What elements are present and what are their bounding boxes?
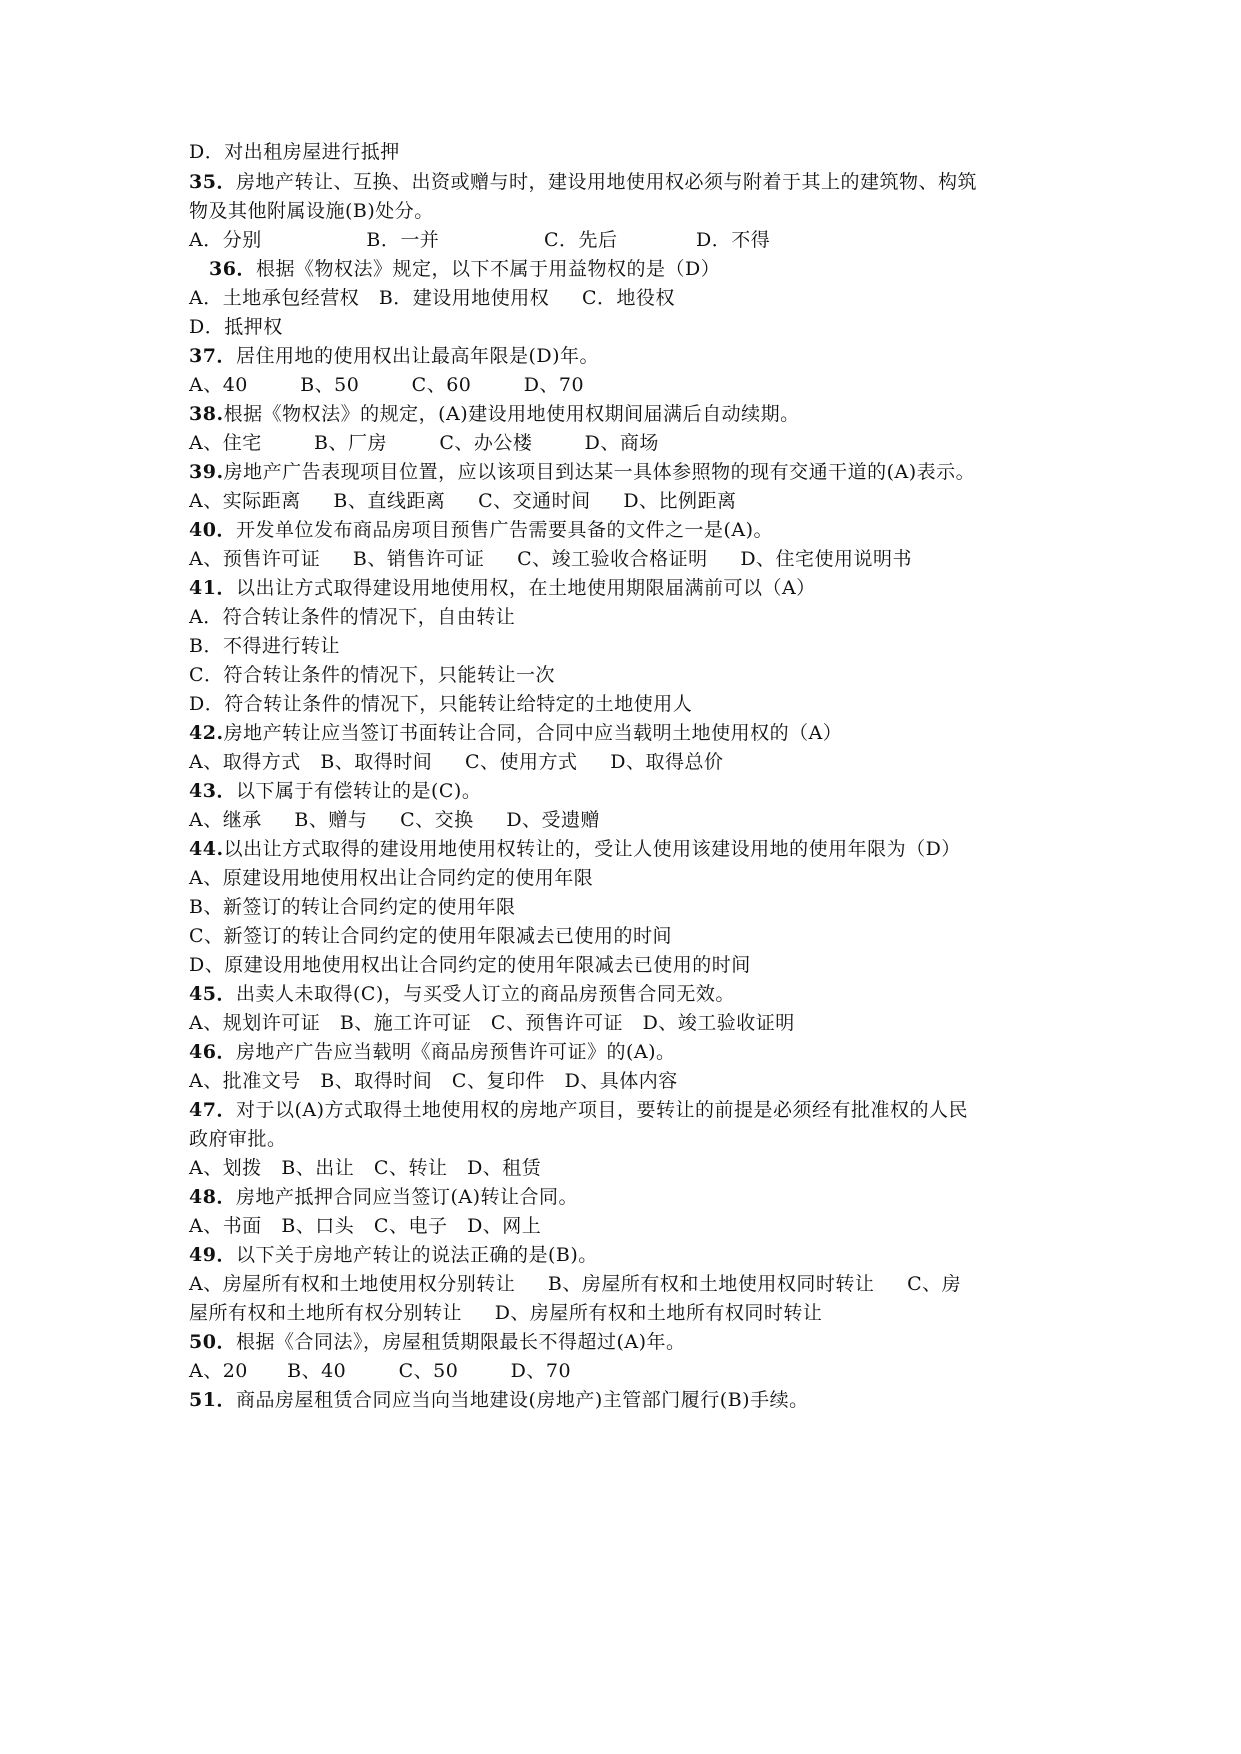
text-line	[189, 1039, 676, 1065]
line-text: 房地产广告应当载明《商品房预售许可证》的(A)。	[235, 1041, 676, 1063]
line-text: 屋所有权和土地所有权分别转让 D、房屋所有权和土地所有权同时转让	[189, 1302, 823, 1324]
text-line	[189, 314, 283, 340]
text-line	[189, 430, 659, 456]
text-line	[189, 662, 555, 688]
question-number: 49．	[189, 1244, 236, 1266]
line-text: A、划拨 B、出让 C、转让 D、租赁	[189, 1157, 542, 1179]
line-text: 开发单位发布商品房项目预售广告需要具备的文件之一是(A)。	[235, 519, 774, 541]
text-line	[189, 488, 737, 514]
line-text: 根据《合同法》，房屋租赁期限最长不得超过(A)年。	[235, 1331, 686, 1353]
question-number: 46．	[189, 1041, 236, 1063]
text-line	[189, 227, 770, 253]
text-line	[189, 169, 977, 195]
line-text: D．符合转让条件的情况下，只能转让给特定的土地使用人	[189, 693, 693, 715]
question-number: 35．	[189, 171, 236, 193]
line-text: A．分别 B．一并 C．先后 D．不得	[189, 229, 771, 251]
line-text: D．对出租房屋进行抵押	[189, 141, 400, 163]
line-text: 以下属于有偿转让的是(C)。	[235, 780, 482, 802]
line-text: A、原建设用地使用权出让合同约定的使用年限	[189, 867, 594, 889]
text-line	[189, 575, 816, 601]
text-line	[189, 1358, 571, 1384]
text-line	[189, 372, 584, 398]
question-number: 36．	[209, 258, 256, 280]
text-line	[189, 778, 481, 804]
question-number: 43．	[189, 780, 236, 802]
line-text: 以出让方式取得的建设用地使用权转让的，受让人使用该建设用地的使用年限为（D）	[223, 838, 961, 860]
line-text: 房地产转让、互换、出资或赠与时，建设用地使用权必须与附着于其上的建筑物、构筑	[235, 171, 977, 193]
question-number: 38.	[189, 403, 224, 425]
line-text: 以出让方式取得建设用地使用权，在土地使用期限届满前可以（A）	[235, 577, 816, 599]
text-line	[189, 633, 340, 659]
text-line	[189, 459, 975, 485]
line-text: A、实际距离 B、直线距离 C、交通时间 D、比例距离	[189, 490, 737, 512]
text-line	[189, 1329, 686, 1355]
question-number: 47．	[189, 1099, 236, 1121]
question-number: 37．	[189, 345, 236, 367]
text-line	[189, 1242, 598, 1268]
text-line	[189, 604, 515, 630]
line-text: 房地产抵押合同应当签订(A)转让合同。	[235, 1186, 579, 1208]
text-line	[189, 1271, 961, 1297]
text-line	[189, 749, 723, 775]
question-number: 45．	[189, 983, 236, 1005]
question-number: 40．	[189, 519, 236, 541]
line-text: B．不得进行转让	[189, 635, 340, 657]
text-line	[189, 923, 672, 949]
text-line	[209, 256, 720, 282]
text-line	[189, 1126, 287, 1152]
question-number: 44.	[189, 838, 224, 860]
line-text: A、住宅 B、厂房 C、办公楼 D、商场	[189, 432, 659, 454]
question-number: 41．	[189, 577, 236, 599]
question-number: 39.	[189, 461, 224, 483]
text-line	[189, 807, 600, 833]
line-text: 房地产广告表现项目位置，应以该项目到达某一具体参照物的现有交通干道的(A)表示。	[223, 461, 976, 483]
line-text: C．符合转让条件的情况下，只能转让一次	[189, 664, 556, 686]
line-text: 政府审批。	[189, 1128, 287, 1150]
text-line	[189, 198, 434, 224]
question-number: 42.	[189, 722, 224, 744]
text-line	[189, 952, 751, 978]
text-line	[189, 1387, 809, 1413]
line-text: B、新签订的转让合同约定的使用年限	[189, 896, 516, 918]
line-text: 对于以(A)方式取得土地使用权的房地产项目，要转让的前提是必须经有批准权的人民	[235, 1099, 969, 1121]
text-line	[189, 894, 515, 920]
text-line	[189, 1010, 795, 1036]
line-text: 居住用地的使用权出让最高年限是(D)年。	[235, 345, 600, 367]
line-text: 根据《物权法》规定，以下不属于用益物权的是（D）	[255, 258, 721, 280]
line-text: 出卖人未取得(C)，与买受人订立的商品房预售合同无效。	[235, 983, 735, 1005]
line-text: D．抵押权	[189, 316, 283, 338]
question-number: 51．	[189, 1389, 236, 1411]
text-line	[189, 720, 842, 746]
text-line	[189, 1097, 968, 1123]
text-line	[189, 1155, 541, 1181]
text-line	[189, 285, 675, 311]
line-text: A、40 B、50 C、60 D、70	[189, 374, 585, 396]
line-text: 以下关于房地产转让的说法正确的是(B)。	[235, 1244, 598, 1266]
line-text: C、新签订的转让合同约定的使用年限减去已使用的时间	[189, 925, 673, 947]
text-line	[189, 1213, 541, 1239]
line-text: 物及其他附属设施(B)处分。	[189, 200, 434, 222]
question-number: 50．	[189, 1331, 236, 1353]
text-line	[189, 401, 800, 427]
text-line	[189, 836, 961, 862]
text-line	[189, 546, 912, 572]
text-line	[189, 865, 593, 891]
line-text: A、取得方式 B、取得时间 C、使用方式 D、取得总价	[189, 751, 724, 773]
text-line	[189, 1068, 678, 1094]
text-line	[189, 981, 735, 1007]
line-text: A、预售许可证 B、销售许可证 C、竣工验收合格证明 D、住宅使用说明书	[189, 548, 913, 570]
line-text: A、书面 B、口头 C、电子 D、网上	[189, 1215, 542, 1237]
line-text: 商品房屋租赁合同应当向当地建设(房地产)主管部门履行(B)手续。	[235, 1389, 809, 1411]
line-text: A、20 B、40 C、50 D、70	[189, 1360, 572, 1382]
text-line	[189, 139, 400, 165]
text-line	[189, 517, 773, 543]
line-text: A、继承 B、赠与 C、交换 D、受遗赠	[189, 809, 601, 831]
line-text: 房地产转让应当签订书面转让合同，合同中应当载明土地使用权的（A）	[223, 722, 843, 744]
line-text: 根据《物权法》的规定，(A)建设用地使用权期间届满后自动续期。	[223, 403, 800, 425]
line-text: A、批准文号 B、取得时间 C、复印件 D、具体内容	[189, 1070, 678, 1092]
text-line	[189, 1300, 822, 1326]
question-number: 48．	[189, 1186, 236, 1208]
text-line	[189, 691, 692, 717]
line-text: A、房屋所有权和土地使用权分别转让 B、房屋所有权和土地使用权同时转让 C、房	[189, 1273, 962, 1295]
line-text: A．符合转让条件的情况下，自由转让	[189, 606, 516, 628]
line-text: D、原建设用地使用权出让合同约定的使用年限减去已使用的时间	[189, 954, 751, 976]
line-text: A．土地承包经营权 B．建设用地使用权 C．地役权	[189, 287, 676, 309]
text-line	[189, 343, 599, 369]
line-text: A、规划许可证 B、施工许可证 C、预售许可证 D、竣工验收证明	[189, 1012, 795, 1034]
text-line	[189, 1184, 578, 1210]
